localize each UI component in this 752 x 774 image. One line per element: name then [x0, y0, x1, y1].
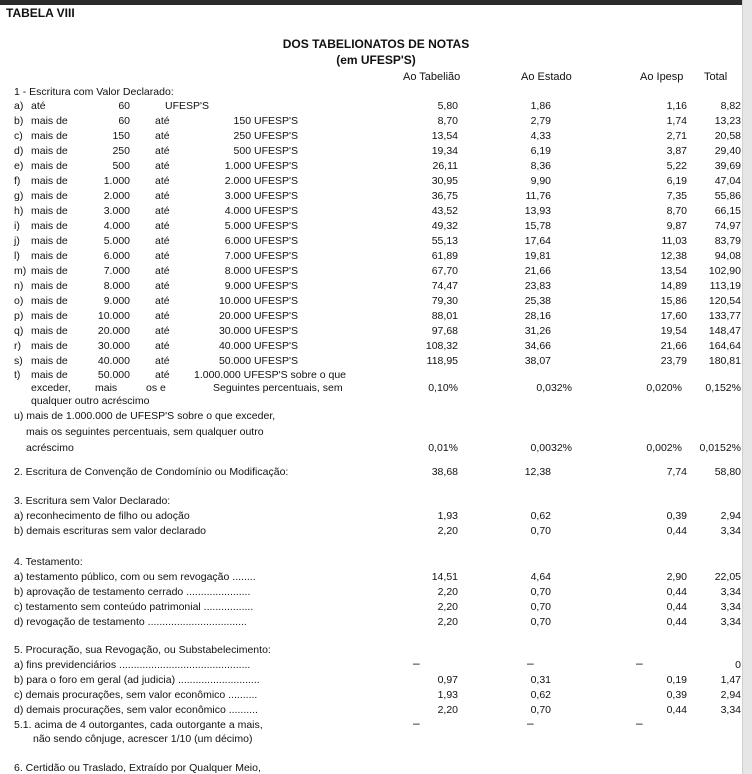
row-bound: 5.000 UFESP'S	[224, 220, 298, 232]
value-total: 102,90	[708, 265, 741, 277]
row-ate: até	[155, 205, 170, 217]
row-prefix: mais de	[31, 325, 68, 337]
row-ate: até	[155, 190, 170, 202]
value-estado: 25,38	[524, 295, 551, 307]
value-ipesp: 11,03	[661, 235, 687, 247]
row-prefix: mais de	[31, 369, 68, 381]
row-ate: até	[155, 250, 170, 262]
value-estado: 0,70	[530, 704, 551, 716]
value-total: 13,23	[714, 115, 741, 127]
row-prefix: mais de	[31, 280, 68, 292]
value-tabeliao: 8,70	[437, 115, 458, 127]
value-ipesp: –	[636, 716, 643, 730]
value-estado: 4,33	[530, 130, 551, 142]
value-ipesp: 3,87	[666, 145, 687, 157]
row-prefix: mais de	[31, 115, 68, 127]
value-ipesp: 12,38	[660, 250, 687, 262]
value-ipesp: 2,71	[666, 130, 687, 142]
row-label: a) fins previdenciários .............................................	[14, 659, 251, 671]
value-tabeliao: 97,68	[431, 325, 458, 337]
value-tabeliao: 30,95	[431, 175, 458, 187]
value-total: 3,34	[720, 601, 741, 613]
row-bound: 20.000 UFESP'S	[218, 310, 298, 322]
value-estado: 0,62	[530, 510, 551, 522]
value-total: 29,40	[714, 145, 741, 157]
row-letter: n)	[14, 280, 24, 292]
row-letter: s)	[14, 355, 23, 367]
row-label: b) demais escrituras sem valor declarado	[14, 525, 206, 537]
row-amount: 60	[118, 115, 130, 127]
value-estado: 0,0032%	[530, 442, 572, 454]
row-letter: h)	[14, 205, 24, 217]
row-letter: d)	[14, 145, 24, 157]
row-amount: 3.000	[103, 205, 130, 217]
value-ipesp: 17,60	[660, 310, 687, 322]
row-letter: p)	[14, 310, 24, 322]
value-estado: 15,78	[524, 220, 551, 232]
value-tabeliao: –	[413, 716, 420, 730]
row-ate: até	[155, 355, 170, 367]
row-prefix: mais de	[31, 190, 68, 202]
row-amount: 2.000	[103, 190, 130, 202]
row-prefix: mais de	[31, 145, 68, 157]
row-bound: 1.000.000 UFESP'S sobre o que	[194, 369, 347, 381]
row-ate: até	[155, 235, 170, 247]
value-ipesp: 0,44	[666, 704, 687, 716]
value-ipesp: 23,79	[660, 355, 687, 367]
value-ipesp: 6,19	[666, 175, 687, 187]
value-tabeliao: 5,80	[437, 100, 458, 112]
section-5-heading: 5. Procuração, sua Revogação, ou Substabelecimento:	[14, 644, 271, 656]
row-text: Seguintes percentuais, sem	[213, 382, 343, 394]
value-ipesp: 0,44	[666, 601, 687, 613]
value-total: 3,34	[720, 525, 741, 537]
row-amount: 4.000	[103, 220, 130, 232]
value-estado: 38,07	[524, 355, 551, 367]
row-ate: até	[155, 175, 170, 187]
value-tabeliao: 1,93	[437, 510, 458, 522]
value-tabeliao: 67,70	[431, 265, 458, 277]
row-ate: até	[155, 340, 170, 352]
window-top-border	[0, 0, 752, 5]
value-tabeliao: 88,01	[431, 310, 458, 322]
row-text: mais	[95, 382, 118, 394]
value-estado: 23,83	[524, 280, 551, 292]
row-letter: e)	[14, 160, 24, 172]
row-bound: 2.000 UFESP'S	[224, 175, 298, 187]
value-estado: –	[527, 716, 534, 730]
row-amount: 30.000	[97, 340, 130, 352]
row-bound: 3.000 UFESP'S	[224, 190, 298, 202]
value-total: 47,04	[714, 175, 741, 187]
row-bound: 50.000 UFESP'S	[218, 355, 298, 367]
row-label: d) revogação de testamento ..................................	[14, 616, 247, 628]
row-amount: 20.000	[97, 325, 130, 337]
value-ipesp: 0,39	[666, 689, 687, 701]
value-ipesp: 0,44	[666, 525, 687, 537]
value-estado: 2,79	[530, 115, 551, 127]
col-header-ipesp: Ao Ipesp	[640, 71, 684, 83]
row-text: exceder,	[31, 382, 71, 394]
value-tabeliao: 49,32	[431, 220, 458, 232]
value-estado: 13,93	[524, 205, 551, 217]
row-ate: até	[155, 115, 170, 127]
value-estado: 17,64	[524, 235, 551, 247]
row-letter: b)	[14, 115, 24, 127]
row-prefix: mais de	[31, 160, 68, 172]
value-tabeliao: 108,32	[425, 340, 458, 352]
row-ate: até	[155, 295, 170, 307]
row-letter: o)	[14, 295, 24, 307]
row-prefix: mais de	[31, 340, 68, 352]
row-letter: t)	[14, 369, 21, 381]
row-letter: g)	[14, 190, 24, 202]
value-estado: –	[527, 656, 534, 670]
value-tabeliao: 61,89	[431, 250, 458, 262]
col-header-estado: Ao Estado	[521, 71, 572, 83]
row-letter: i)	[14, 220, 20, 232]
row-bound: 150 UFESP'S	[233, 115, 298, 127]
row-amount: 1.000	[103, 175, 130, 187]
row-label: c) demais procurações, sem valor econômico ..........	[14, 689, 258, 701]
row-text: u) mais de 1.000.000 de UFESP'S sobre o que exceder,	[14, 410, 276, 422]
value-ipesp: 0,002%	[646, 442, 682, 454]
value-tabeliao: 26,11	[432, 160, 458, 172]
value-tabeliao: 19,34	[431, 145, 458, 157]
row-letter: l)	[14, 250, 20, 262]
row-ate: até	[155, 145, 170, 157]
row-label: a) testamento público, com ou sem revogação ........	[14, 571, 256, 583]
row-bound: 40.000 UFESP'S	[218, 340, 298, 352]
value-ipesp: 0,44	[666, 586, 687, 598]
value-total: 74,97	[714, 220, 741, 232]
value-estado: 0,70	[530, 601, 551, 613]
value-estado: 4,64	[530, 571, 551, 583]
value-estado: 11,76	[525, 190, 551, 202]
row-amount: 10.000	[97, 310, 130, 322]
page-subtitle: (em UFESP'S)	[336, 53, 416, 67]
row-label: d) demais procurações, sem valor econômico ..........	[14, 704, 258, 716]
value-estado: 0,70	[530, 616, 551, 628]
value-estado: 6,19	[530, 145, 551, 157]
row-prefix: mais de	[31, 175, 68, 187]
value-tabeliao: 2,20	[437, 586, 458, 598]
value-ipesp: 13,54	[660, 265, 687, 277]
value-estado: 8,36	[530, 160, 551, 172]
value-tabeliao: 0,97	[437, 674, 458, 686]
value-ipesp: 14,89	[660, 280, 687, 292]
value-tabeliao: 0,10%	[428, 382, 458, 394]
value-total: 3,34	[720, 704, 741, 716]
col-header-total: Total	[704, 71, 728, 83]
row-label: b) para o foro em geral (ad judicia) ............................	[14, 674, 260, 686]
value-ipesp: 7,74	[666, 466, 687, 478]
row-amount: 5.000	[103, 235, 130, 247]
row-prefix: mais de	[31, 295, 68, 307]
value-total: 0,152%	[705, 382, 741, 394]
row-bound: 10.000 UFESP'S	[218, 295, 298, 307]
row-bound: 1.000 UFESP'S	[224, 160, 298, 172]
value-total: 133,77	[708, 310, 741, 322]
section-2-label: 2. Escritura de Convenção de Condomínio ou Modificação:	[14, 466, 289, 478]
row-amount: 500	[112, 160, 130, 172]
value-total: 180,81	[708, 355, 741, 367]
value-tabeliao: 43,52	[431, 205, 458, 217]
page-title: DOS TABELIONATOS DE NOTAS	[282, 37, 470, 51]
section-3-heading: 3. Escritura sem Valor Declarado:	[14, 495, 171, 507]
value-total: 2,94	[720, 689, 741, 701]
value-estado: 0,62	[530, 689, 551, 701]
value-total: 1,47	[720, 674, 741, 686]
value-estado: 0,70	[530, 525, 551, 537]
row-bound: 30.000 UFESP'S	[218, 325, 298, 337]
value-tabeliao: 2,20	[437, 704, 458, 716]
value-estado: 34,66	[524, 340, 551, 352]
section-6-heading: 6. Certidão ou Traslado, Extraído por Qualquer Meio,	[14, 762, 261, 774]
value-total: 0	[735, 659, 741, 671]
value-tabeliao: –	[413, 656, 420, 670]
value-ipesp: 7,35	[666, 190, 687, 202]
row-label: b) aprovação de testamento cerrado ......................	[14, 586, 251, 598]
value-total: 83,79	[714, 235, 741, 247]
value-estado: 28,16	[524, 310, 551, 322]
value-total: 148,47	[708, 325, 741, 337]
row-ate: até	[155, 280, 170, 292]
note-text: 5.1. acima de 4 outorgantes, cada outorgante a mais,	[14, 719, 263, 731]
row-letter: c)	[14, 130, 23, 142]
value-estado: 0,032%	[536, 382, 572, 394]
row-bound: 9.000 UFESP'S	[224, 280, 298, 292]
value-ipesp: 19,54	[660, 325, 687, 337]
row-prefix: até	[31, 100, 46, 112]
value-estado: 21,66	[524, 265, 551, 277]
value-tabeliao: 36,75	[431, 190, 458, 202]
value-total: 2,94	[720, 510, 741, 522]
row-bound: UFESP'S	[165, 100, 210, 112]
value-tabeliao: 13,54	[431, 130, 458, 142]
value-total: 164,64	[708, 340, 741, 352]
value-tabeliao: 14,51	[431, 571, 458, 583]
value-ipesp: 0,44	[666, 616, 687, 628]
value-total: 20,58	[714, 130, 741, 142]
row-bound: 7.000 UFESP'S	[224, 250, 298, 262]
row-prefix: mais de	[31, 355, 68, 367]
value-tabeliao: 38,68	[431, 466, 458, 478]
row-ate: até	[155, 265, 170, 277]
note-text: não sendo cônjuge, acrescer 1/10 (um décimo)	[33, 733, 253, 745]
value-tabeliao: 0,01%	[428, 442, 458, 454]
row-letter: j)	[14, 235, 20, 247]
value-ipesp: 15,86	[660, 295, 687, 307]
value-tabeliao: 79,30	[431, 295, 458, 307]
value-total: 66,15	[714, 205, 741, 217]
value-tabeliao: 74,47	[431, 280, 458, 292]
row-text: mais os seguintes percentuais, sem qualquer outro	[26, 426, 264, 438]
row-amount: 8.000	[103, 280, 130, 292]
row-text: acréscimo	[26, 442, 74, 454]
row-amount: 9.000	[103, 295, 130, 307]
value-ipesp: 9,87	[666, 220, 687, 232]
value-total: 39,69	[714, 160, 741, 172]
row-prefix: mais de	[31, 235, 68, 247]
value-tabeliao: 118,95	[426, 355, 458, 367]
row-letter: r)	[14, 340, 21, 352]
row-amount: 7.000	[103, 265, 130, 277]
row-ate: até	[155, 160, 170, 172]
value-ipesp: 0,39	[666, 510, 687, 522]
row-ate: até	[155, 130, 170, 142]
row-ate: até	[155, 220, 170, 232]
row-label: a) reconhecimento de filho ou adoção	[14, 510, 190, 522]
row-amount: 150	[112, 130, 130, 142]
value-estado: 12,38	[524, 466, 551, 478]
row-letter: m)	[14, 265, 27, 277]
value-estado: 31,26	[524, 325, 551, 337]
row-ate: até	[155, 310, 170, 322]
value-tabeliao: 55,13	[431, 235, 458, 247]
value-total: 120,54	[708, 295, 741, 307]
value-tabeliao: 2,20	[437, 601, 458, 613]
row-amount: 6.000	[103, 250, 130, 262]
value-estado: 0,70	[530, 586, 551, 598]
value-tabeliao: 2,20	[437, 616, 458, 628]
row-bound: 500 UFESP'S	[233, 145, 298, 157]
row-prefix: mais de	[31, 130, 68, 142]
row-letter: q)	[14, 325, 24, 337]
value-estado: 19,81	[524, 250, 551, 262]
value-ipesp: –	[636, 656, 643, 670]
table-number: TABELA VIII	[6, 6, 75, 20]
col-header-tabeliao: Ao Tabelião	[403, 71, 461, 83]
value-tabeliao: 1,93	[437, 689, 458, 701]
row-amount: 50.000	[97, 369, 130, 381]
value-total: 58,80	[714, 466, 741, 478]
value-ipesp: 8,70	[666, 205, 687, 217]
vertical-scrollbar[interactable]	[742, 0, 752, 774]
row-bound: 6.000 UFESP'S	[224, 235, 298, 247]
section-4-heading: 4. Testamento:	[14, 556, 83, 568]
value-total: 8,82	[720, 100, 741, 112]
value-estado: 0,31	[530, 674, 551, 686]
row-prefix: mais de	[31, 220, 68, 232]
row-bound: 8.000 UFESP'S	[224, 265, 298, 277]
row-text: os e	[146, 382, 166, 394]
value-total: 3,34	[720, 586, 741, 598]
row-amount: 40.000	[97, 355, 130, 367]
value-estado: 1,86	[530, 100, 551, 112]
row-label: c) testamento sem conteúdo patrimonial .................	[14, 601, 254, 613]
row-text: qualquer outro acréscimo	[31, 395, 150, 407]
value-total: 3,34	[720, 616, 741, 628]
value-ipesp: 1,74	[666, 115, 687, 127]
value-ipesp: 0,020%	[646, 382, 682, 394]
value-ipesp: 2,90	[666, 571, 687, 583]
row-prefix: mais de	[31, 310, 68, 322]
value-total: 22,05	[714, 571, 741, 583]
value-ipesp: 1,16	[666, 100, 687, 112]
value-total: 0,0152%	[699, 442, 741, 454]
row-bound: 4.000 UFESP'S	[224, 205, 298, 217]
row-letter: a)	[14, 100, 24, 112]
row-ate: até	[155, 325, 170, 337]
row-amount: 250	[112, 145, 130, 157]
value-ipesp: 21,66	[660, 340, 687, 352]
value-total: 55,86	[714, 190, 741, 202]
row-prefix: mais de	[31, 250, 68, 262]
section-1-heading: 1 - Escritura com Valor Declarado:	[14, 86, 174, 98]
row-prefix: mais de	[31, 265, 68, 277]
value-ipesp: 5,22	[666, 160, 687, 172]
row-amount: 60	[118, 100, 130, 112]
row-ate: até	[155, 369, 170, 381]
value-total: 94,08	[714, 250, 741, 262]
value-total: 113,19	[709, 280, 741, 292]
row-prefix: mais de	[31, 205, 68, 217]
row-letter: f)	[14, 175, 21, 187]
row-bound: 250 UFESP'S	[233, 130, 298, 142]
value-ipesp: 0,19	[666, 674, 687, 686]
value-estado: 9,90	[530, 175, 551, 187]
value-tabeliao: 2,20	[437, 525, 458, 537]
